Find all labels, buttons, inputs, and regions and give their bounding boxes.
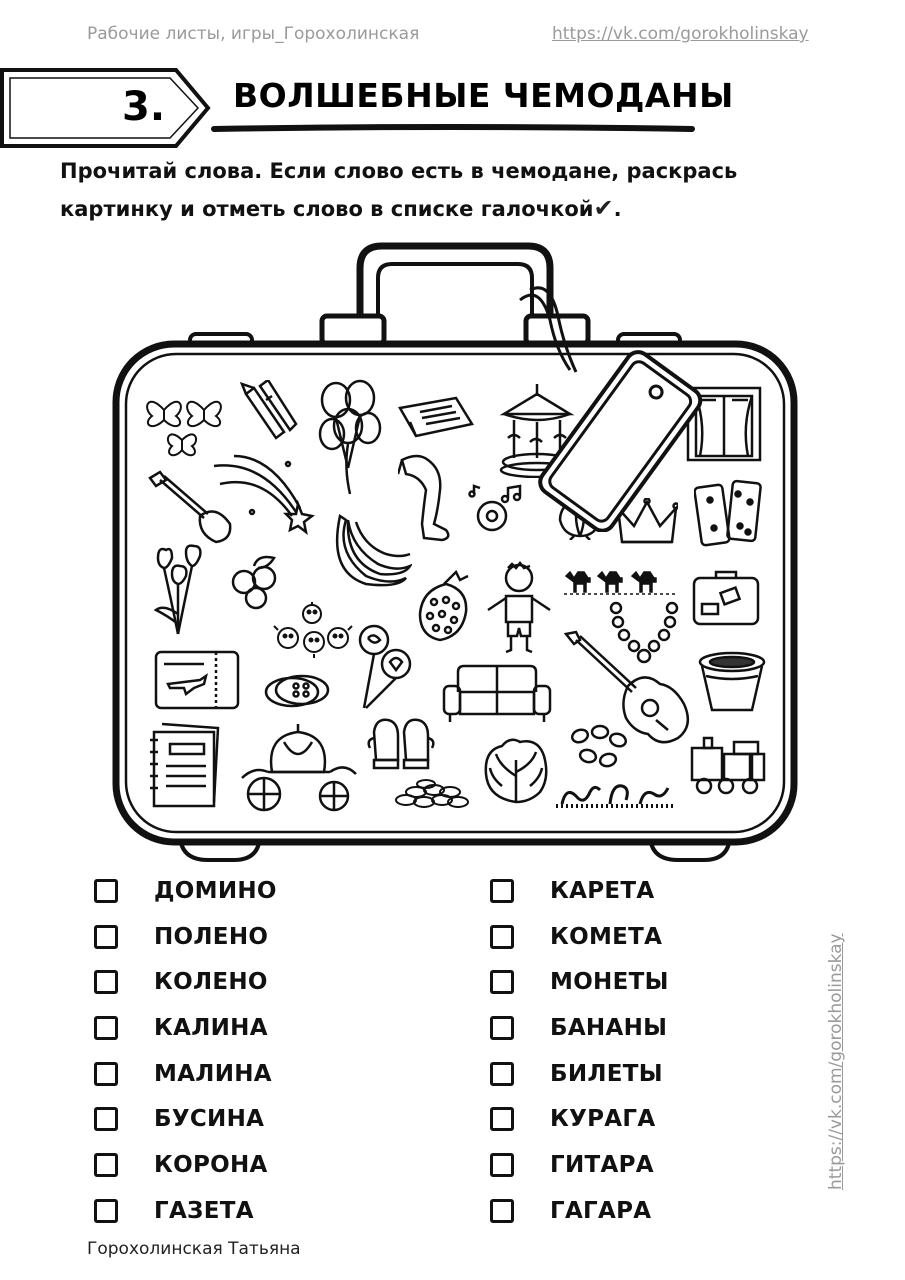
tulips-icon — [150, 544, 212, 636]
lollipops-icon — [354, 622, 414, 710]
header-link[interactable]: https://vk.com/gorokholinskay — [552, 24, 809, 44]
newspaper-icon — [396, 394, 476, 440]
word-label: БАНАНЫ — [550, 1015, 668, 1041]
word-label: КАРЕТА — [550, 878, 655, 904]
checkbox[interactable] — [94, 925, 118, 949]
list-item — [94, 1013, 268, 1043]
word-label: КАЛИНА — [154, 1015, 268, 1041]
header-title: Рабочие листы, игры_Горохолинская — [87, 24, 420, 44]
instruction-text — [60, 153, 850, 228]
word-label: ГАЗЕТА — [154, 1198, 254, 1224]
butterflies-icon — [142, 390, 230, 462]
germs-icon — [270, 600, 354, 662]
list-item — [490, 876, 655, 906]
word-label: КУРАГА — [550, 1106, 656, 1132]
checkbox[interactable] — [490, 1107, 514, 1131]
ticket-icon — [154, 650, 240, 710]
instruction-body: Прочитай слова. Если слово есть в чемодане, раскрась картинку и отметь слово в списке галочкой — [60, 159, 738, 221]
checkbox[interactable] — [94, 1016, 118, 1040]
word-label: БИЛЕТЫ — [550, 1061, 663, 1087]
word-label: КОМЕТА — [550, 924, 663, 950]
checkbox[interactable] — [94, 1062, 118, 1086]
list-item — [94, 922, 269, 952]
sofa-icon — [442, 662, 552, 724]
word-list-right — [490, 876, 810, 1226]
checkbox[interactable] — [94, 1199, 118, 1223]
cabbage-icon — [482, 736, 550, 806]
word-label: ДОМИНО — [154, 878, 277, 904]
beans-icon — [568, 722, 628, 774]
worms-icon — [556, 776, 676, 810]
list-item — [94, 1150, 268, 1180]
list-item — [94, 876, 277, 906]
word-label: МАЛИНА — [154, 1061, 272, 1087]
side-link[interactable]: https://vk.com/gorokholinskay — [826, 933, 846, 1190]
list-item — [490, 1104, 656, 1134]
list-item — [94, 967, 268, 997]
instruction-end: . — [613, 197, 622, 221]
task-number-badge — [0, 66, 215, 150]
checkbox[interactable] — [490, 1199, 514, 1223]
checkbox[interactable] — [94, 1153, 118, 1177]
carriage-icon — [238, 722, 358, 814]
list-item — [490, 922, 663, 952]
checkbox[interactable] — [94, 879, 118, 903]
checkbox[interactable] — [490, 970, 514, 994]
camels-icon — [564, 564, 678, 596]
luggage-tag-icon — [510, 280, 726, 532]
word-label: ГАГАРА — [550, 1198, 652, 1224]
list-item — [490, 1059, 663, 1089]
word-list-left — [94, 876, 414, 1226]
list-item — [490, 967, 669, 997]
checkmark-icon: ✔ — [593, 194, 614, 222]
checkbox[interactable] — [490, 1153, 514, 1177]
checkbox[interactable] — [94, 1107, 118, 1131]
comet-icon — [212, 454, 316, 536]
word-label: БУСИНА — [154, 1106, 265, 1132]
checkbox[interactable] — [94, 970, 118, 994]
list-item — [490, 1013, 668, 1043]
checkbox[interactable] — [490, 1062, 514, 1086]
buttons-icon — [262, 672, 332, 712]
list-item — [94, 1059, 272, 1089]
list-item — [490, 1150, 654, 1180]
title-underline — [210, 122, 696, 136]
train-icon — [690, 736, 766, 796]
word-label: КОРОНА — [154, 1152, 268, 1178]
word-label: МОНЕТЫ — [550, 969, 669, 995]
markers-icon — [240, 380, 298, 446]
flowerpot-icon — [698, 650, 766, 714]
boy-icon — [484, 560, 554, 656]
footer-author: Горохолинская Татьяна — [87, 1239, 301, 1259]
task-title: ВОЛШЕБНЫЕ ЧЕМОДАНЫ — [233, 76, 734, 115]
list-item — [490, 1196, 652, 1226]
list-item — [94, 1104, 265, 1134]
checkbox[interactable] — [490, 1016, 514, 1040]
word-label: КОЛЕНО — [154, 969, 268, 995]
word-label: ГИТАРА — [550, 1152, 654, 1178]
suitcase-small-icon — [692, 568, 760, 628]
raspberry-icon — [416, 570, 472, 642]
notebook-icon — [148, 722, 222, 808]
coins-icon — [392, 778, 470, 810]
task-number: 3. — [122, 84, 166, 130]
word-label: ПОЛЕНО — [154, 924, 269, 950]
checkbox[interactable] — [490, 925, 514, 949]
balloons-icon — [316, 378, 382, 496]
checkbox[interactable] — [490, 879, 514, 903]
list-item — [94, 1196, 254, 1226]
bananas-icon — [326, 512, 412, 588]
mittens-icon — [366, 716, 436, 772]
